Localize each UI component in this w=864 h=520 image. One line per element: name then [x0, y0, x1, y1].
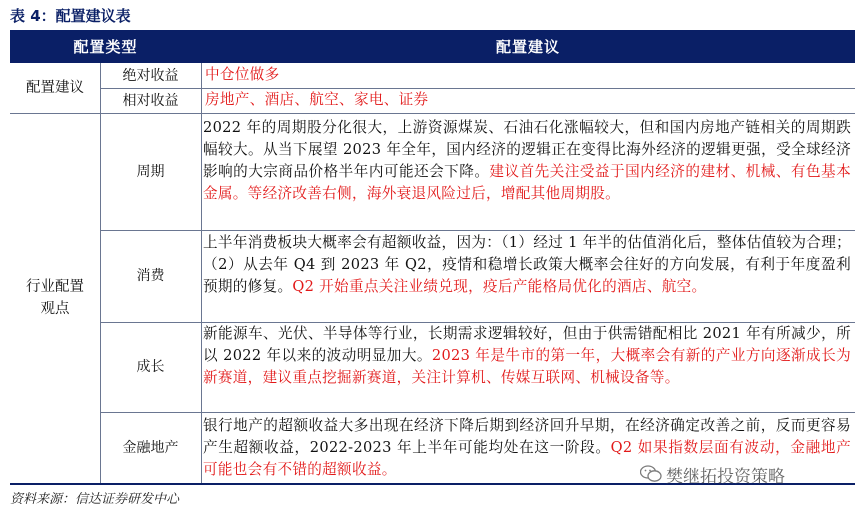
- row-label-consumption: 消费: [136, 268, 165, 284]
- allocation-group-label: 配置建议: [26, 80, 84, 96]
- watermark-text: 樊继拓投资策略: [666, 466, 785, 487]
- row-text-finance-main: 银行地产的超额收益大多出现在经济下降后期到经济回升早期，在经济确定改善之前，反而更容易产生超额收益，2022-2023 年上半年可能均处在这一阶段。: [203, 417, 851, 456]
- industry-group-line-2: 观点: [40, 301, 70, 317]
- industry-group-line-1: 行业配置: [26, 279, 84, 295]
- row-text-finance-highlight: Q2 如果指数层面有波动，金融地产可能也会有不错的超额收益。: [203, 439, 851, 478]
- table-caption: 表 4：配置建议表: [10, 7, 131, 25]
- row-text-consumption-main: 上半年消费板块大概率会有超额收益，因为：（1）经过 1 年半的估值消化后，整体估值较为合理；（2）从去年 Q4 到 2023 年 Q2，疫情和稳增长政策大概率会往好的方向发展，有利于年度盈利预期的修复。: [203, 234, 851, 295]
- watermark: [640, 462, 785, 486]
- row-text-growth-highlight: 2023 年是牛市的第一年，大概率会有新的产业方向逐渐成长为新赛道，建议重点挖掘新赛道，关注计算机、传媒互联网、机械设备等。: [203, 347, 851, 386]
- wechat-icon: [640, 465, 662, 483]
- absolute-return-value: 中仓位做多: [205, 66, 280, 83]
- row-label-growth: 成长: [136, 359, 165, 375]
- row-text-cycle-highlight: 建议首先关注受益于国内经济的建材、机械、有色基本金属。等经济改善右侧，海外衰退风险过后，增配其他周期股。: [203, 163, 851, 202]
- divider-row-3: [100, 412, 855, 413]
- relative-return-value: 房地产、酒店、航空、家电、证券: [205, 91, 429, 108]
- row-text-cycle: [203, 117, 851, 205]
- header-config-advice: 配置建议: [201, 32, 855, 63]
- row-text-consumption-highlight: Q2 开始重点关注业绩兑现，疫后产能格局优化的酒店、航空。: [292, 278, 707, 295]
- relative-return-label: 相对收益: [122, 92, 179, 109]
- row-text-growth: [203, 323, 851, 389]
- row-label-finance-realestate: 金融地产: [122, 439, 179, 456]
- row-text-cycle-main: 2022 年的周期股分化很大，上游资源煤炭、石油石化涨幅较大，但和国内房地产链相关的周期跌幅较大。从当下展望 2023 年全年，国内经济的逻辑正在变得比海外经济的逻辑更强，受全球经济影响的大宗商品价格半年内可能还会下降。: [203, 119, 851, 180]
- header-config-type: 配置类型: [10, 32, 201, 63]
- row-text-consumption: [203, 232, 851, 298]
- source-note: 资料来源：信达证券研发中心: [10, 492, 180, 507]
- row-label-cycle: 周期: [136, 163, 165, 180]
- divider-col-2: [201, 63, 202, 483]
- divider-row-1: [100, 230, 855, 231]
- industry-group-label: [10, 113, 100, 483]
- row-text-growth-main: 新能源车、光伏、半导体等行业，长期需求逻辑较好，但由于供需错配相比 2021 年有所减少，所以 2022 年以来的波动明显加大。: [203, 325, 851, 364]
- absolute-return-label: 绝对收益: [122, 67, 179, 84]
